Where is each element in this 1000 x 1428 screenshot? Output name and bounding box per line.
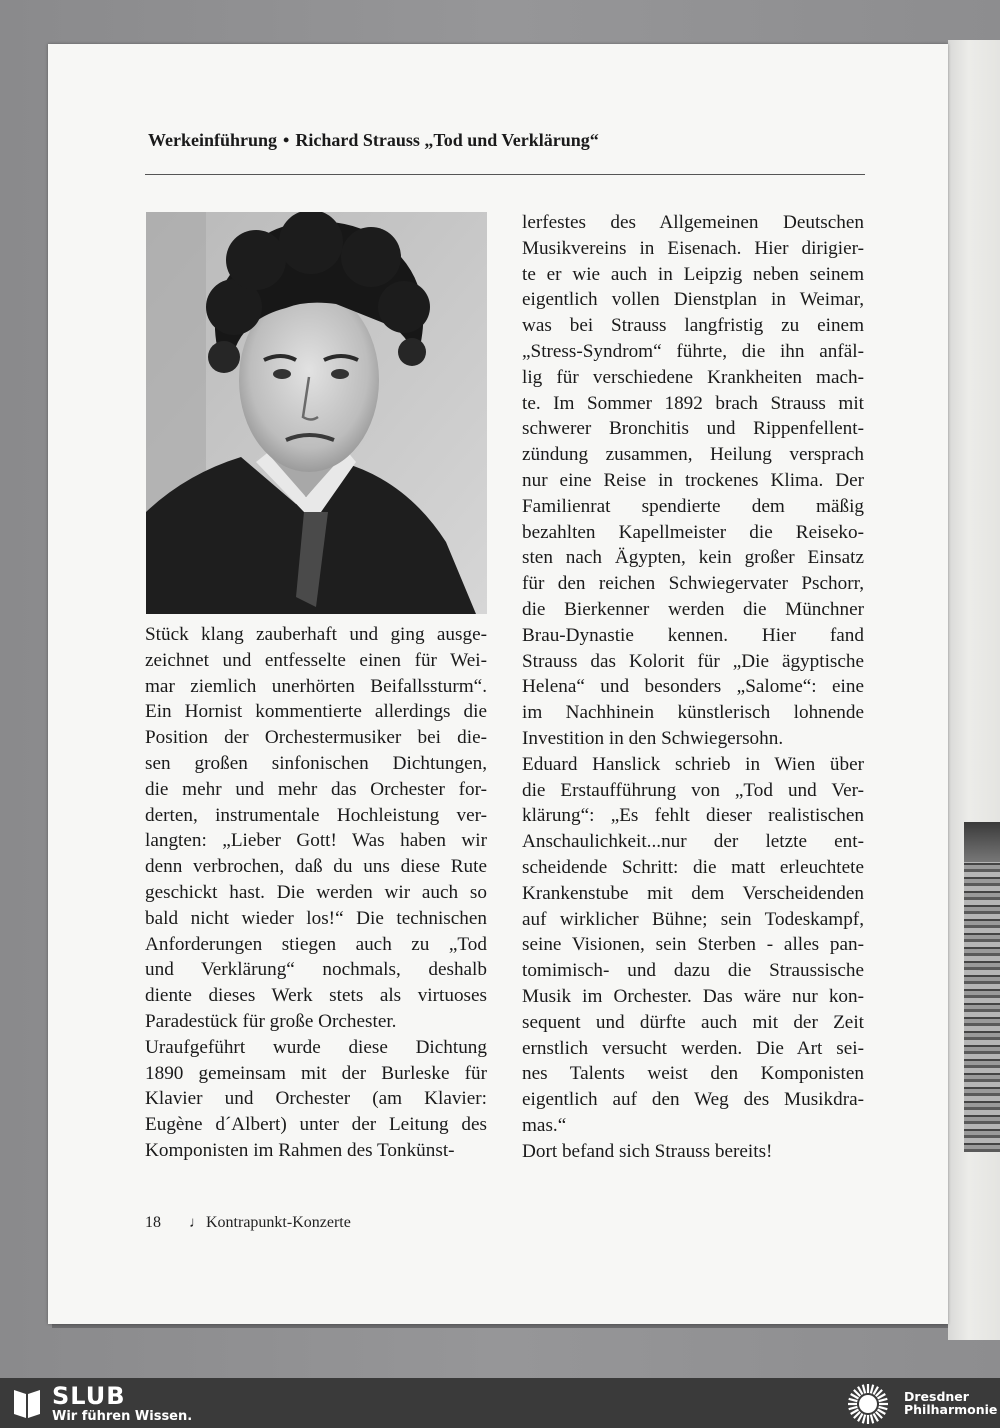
text-line: sequent und dürfte auch mit der Zeit — [522, 1011, 864, 1033]
sunburst-ray — [863, 1385, 865, 1394]
text-line: Komponisten im Rahmen des Tonkünst- — [145, 1139, 455, 1161]
text-line: Helena“ und besonders „Salome“: eine — [522, 676, 864, 698]
slub-book-icon[interactable] — [12, 1386, 42, 1420]
text-line: für den reichen Schwiegervater Pschorr, — [522, 573, 864, 595]
header-separator: • — [283, 130, 290, 150]
text-line: Krankenstube mit dem Verscheidenden — [522, 882, 864, 904]
sunburst-ray — [871, 1415, 873, 1424]
text-line: die mehr und mehr das Orchester for- — [145, 778, 487, 800]
text-line: diente dieses Werk stets als virtuoses — [145, 985, 487, 1007]
partner-name-line2: Philharmonie — [904, 1402, 998, 1417]
sunburst-ray — [879, 1407, 888, 1409]
sunburst-ray — [871, 1385, 873, 1394]
header-section: Werkeinführung — [148, 130, 278, 150]
text-line: und Verklärung“ nochmals, deshalb — [145, 959, 487, 981]
text-line: Eduard Hanslick schrieb in Wien über — [522, 753, 864, 775]
text-line: mar ziemlich unerhörten Beifallssturm“. — [145, 675, 487, 697]
text-line: Stück klang zauberhaft und ging ausge- — [145, 624, 487, 645]
text-line: Position der Orchestermusiker bei die- — [145, 727, 487, 749]
text-line: Musik im Orchester. Das wäre nur kon- — [522, 985, 864, 1007]
text-line: die Bierkenner werden die Münchner — [522, 598, 864, 620]
text-line: Anschaulichkeit...nur der letzte ent- — [522, 831, 864, 853]
text-line: lerfestes des Allgemeinen Deutschen — [522, 212, 864, 233]
text-line: bezahlten Kapellmeister die Reiseko- — [522, 521, 864, 543]
adjacent-page-illustration — [964, 822, 1000, 1152]
partner-name[interactable] — [904, 1390, 997, 1416]
left-text-column — [145, 622, 487, 1164]
philharmonie-sunburst-icon[interactable] — [842, 1382, 894, 1426]
text-line: auf wirklicher Bühne; sein Todeskampf, — [522, 908, 864, 930]
sunburst-ray — [849, 1407, 858, 1409]
text-line: Strauss das Kolorit für „Die ägyptische — [522, 650, 864, 672]
text-line: 1890 gemeinsam mit der Burleske für — [145, 1062, 487, 1084]
text-line: derten, instrumentale Hochleistung ver- — [145, 804, 487, 826]
text-line: Ein Hornist kommentierte allerdings die — [145, 701, 487, 723]
text-line: Paradestück für große Orchester. — [145, 1010, 397, 1032]
text-line: Klavier und Orchester (am Klavier: — [145, 1088, 487, 1110]
text-line: mas.“ — [522, 1114, 567, 1136]
slub-tagline: Wir führen Wissen. — [52, 1409, 193, 1424]
text-line: lig für verschiedene Krankheiten mach- — [522, 366, 864, 388]
text-line: scheidende Schritt: die matt erleuchtete — [522, 856, 864, 878]
page-number: 18 — [145, 1214, 161, 1231]
text-line: seine Visionen, sein Sterben - alles pan- — [522, 934, 864, 956]
text-line: zeichnet und entfesselte einen für Wei- — [145, 649, 487, 671]
text-line: denn verbrochen, daß du uns diese Rute — [145, 856, 487, 878]
text-line: die Erstaufführung von „Tod und Ver- — [522, 779, 864, 801]
text-line: „Stress-Syndrom“ führte, die ihn anfäl- — [522, 340, 864, 362]
sunburst-ray — [879, 1399, 888, 1401]
music-note-icon: ♩ — [189, 1215, 204, 1231]
text-line: Musikvereins in Eisenach. Hier dirigier- — [522, 237, 864, 259]
header-rule — [145, 174, 865, 175]
text-line: bald nicht wieder los!“ Die technischen — [145, 907, 487, 929]
sunburst-ray — [863, 1415, 865, 1424]
text-line: Investition in den Schwiegersohn. — [522, 727, 784, 749]
portrait-photo — [146, 212, 487, 614]
text-line: zündung zusammen, Heilung versprach — [522, 444, 864, 466]
text-line: Dort befand sich Strauss bereits! — [522, 1140, 773, 1162]
right-text-column — [522, 210, 864, 1164]
page-footer — [145, 1214, 351, 1232]
text-line: Eugène d´Albert) unter der Leitung des — [145, 1114, 487, 1136]
text-line: eigentlich auf den Weg des Musikdra- — [522, 1089, 864, 1111]
slub-name[interactable]: SLUB — [52, 1382, 126, 1410]
text-line: Anforderungen stiegen auch zu „Tod — [145, 933, 487, 955]
text-line: langten: „Lieber Gott! Was haben wir — [145, 830, 487, 852]
text-line: eigentlich vollen Dienstplan in Weimar, — [522, 289, 864, 311]
text-line: Brau-Dynastie kennen. Hier fand — [522, 624, 864, 646]
text-line: ernstlich versucht werden. Die Art sei- — [522, 1037, 864, 1059]
viewer-bottom-bar — [0, 1378, 1000, 1428]
text-line: sten nach Ägypten, kein großer Einsatz — [522, 547, 864, 569]
footer-publication: Kontrapunkt-Konzerte — [206, 1214, 351, 1231]
text-line: te. Im Sommer 1892 brach Strauss mit — [522, 392, 864, 414]
text-line: nur eine Reise in trockenes Klima. Der — [522, 469, 864, 491]
text-line: tomimisch- und dazu die Straussische — [522, 960, 864, 982]
header-title: Richard Strauss „Tod und Verklärung“ — [295, 130, 599, 150]
text-line: im Nachhinein künstlerisch lohnende — [522, 702, 864, 724]
text-line: sen großen sinfonischen Dichtungen, — [145, 752, 487, 774]
page-header — [148, 130, 868, 151]
text-line: nes Talents weist den Komponisten — [522, 1063, 864, 1085]
text-line: schwerer Bronchitis und Rippenfellent- — [522, 418, 864, 440]
partner-name-line1: Dresdner — [904, 1389, 969, 1404]
text-line: klärung“: „Es fehlt dieser realistischen — [522, 805, 864, 827]
sunburst-ray — [849, 1399, 858, 1401]
text-line: was bei Strauss langfristig zu einem — [522, 315, 864, 337]
text-line: Uraufgeführt wurde diese Dichtung — [145, 1036, 487, 1058]
text-line: te er wie auch in Leipzig neben seinem — [522, 263, 864, 285]
text-line: Familienrat spendierte dem mäßig — [522, 495, 864, 517]
text-line: geschickt hast. Die werden wir auch so — [145, 881, 487, 903]
